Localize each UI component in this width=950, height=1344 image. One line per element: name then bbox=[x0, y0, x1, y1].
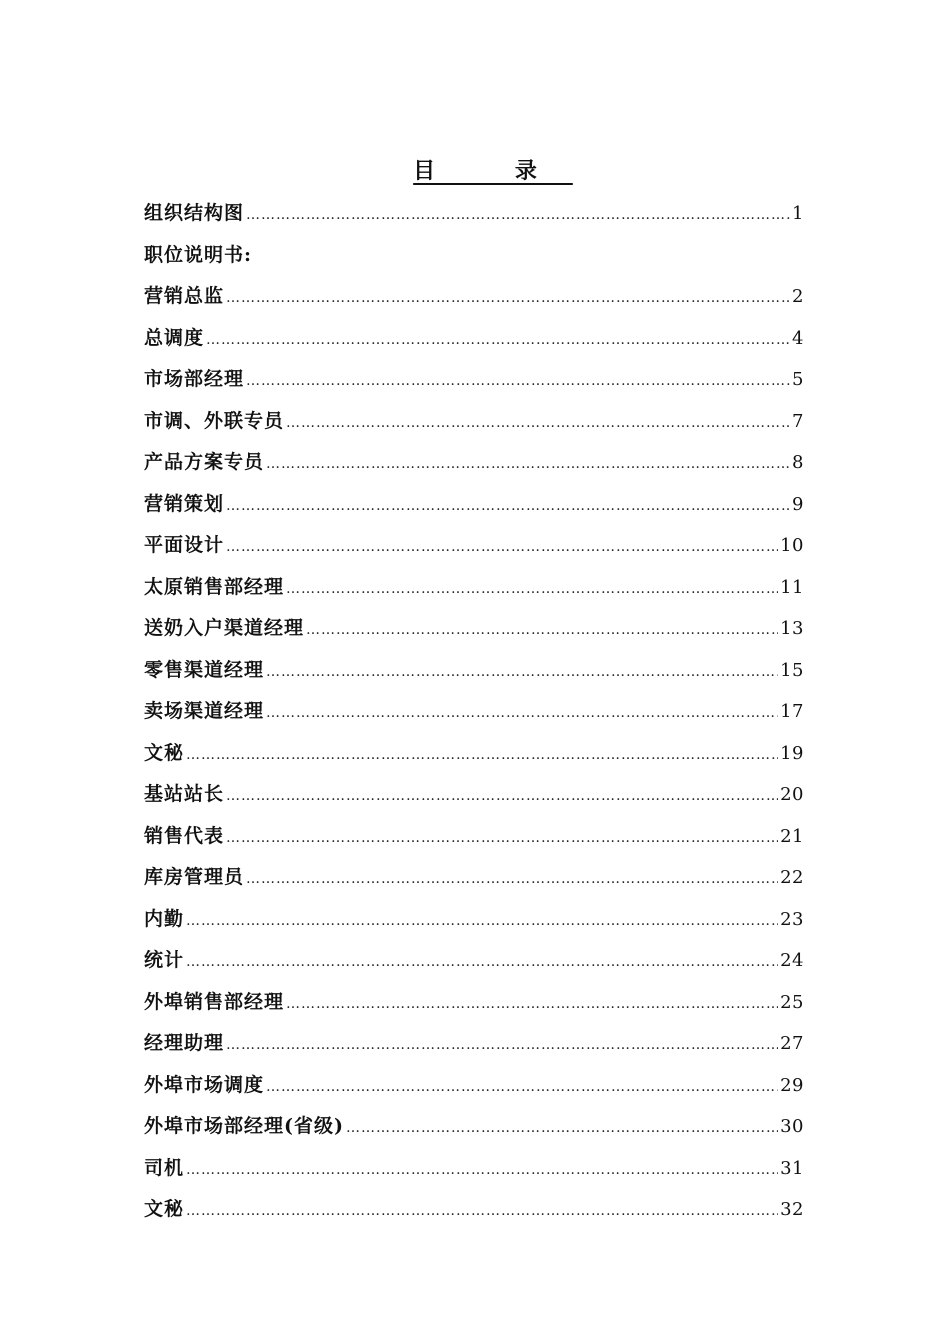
toc-entry-label: 送奶入户渠道经理 bbox=[144, 617, 305, 639]
toc-title: 目 录 bbox=[413, 158, 573, 184]
toc-leader-dots bbox=[226, 818, 778, 860]
toc-leader-dots bbox=[246, 859, 778, 901]
toc-leader-dots bbox=[226, 776, 778, 818]
toc-leader-dots bbox=[286, 984, 778, 1026]
toc-entry-page: 15 bbox=[780, 659, 804, 681]
toc-entry-label: 统计 bbox=[144, 949, 185, 971]
toc-entry-label: 司机 bbox=[144, 1156, 185, 1179]
toc-entry-page: 23 bbox=[780, 908, 804, 930]
toc-entry-label: 平面设计 bbox=[144, 534, 225, 556]
toc-entry-label: 市场部经理 bbox=[144, 368, 245, 390]
toc-entry-label: 产品方案专员 bbox=[144, 451, 265, 473]
toc-entry-page: 31 bbox=[780, 1157, 804, 1179]
toc-entry-page: 20 bbox=[780, 784, 804, 805]
toc-leader-dots bbox=[266, 444, 790, 486]
toc-entry[interactable] bbox=[144, 691, 804, 733]
toc-entry-label: 零售渠道经理 bbox=[144, 658, 265, 681]
toc-entry-page: 29 bbox=[780, 1074, 804, 1096]
toc-entry[interactable] bbox=[144, 857, 804, 899]
toc-entry-label: 营销总监 bbox=[144, 285, 225, 307]
toc-leader-dots bbox=[226, 1025, 778, 1067]
toc-entry-label: 总调度 bbox=[144, 326, 205, 349]
toc-entry-page: 4 bbox=[792, 327, 804, 349]
toc-entry[interactable] bbox=[144, 899, 804, 941]
toc-entry-page: 32 bbox=[780, 1199, 804, 1220]
toc-entry[interactable] bbox=[144, 401, 804, 443]
toc-entry-page: 8 bbox=[792, 452, 804, 473]
toc-entry[interactable] bbox=[144, 650, 804, 692]
toc-entry[interactable] bbox=[144, 1065, 804, 1107]
toc-entry-label: 市调、外联专员 bbox=[144, 409, 285, 432]
toc-entry[interactable] bbox=[144, 276, 804, 318]
toc-leader-dots bbox=[266, 1067, 778, 1109]
toc-leader-dots bbox=[186, 942, 778, 984]
toc-entry[interactable] bbox=[144, 359, 804, 401]
toc-entry-label: 经理助理 bbox=[144, 1032, 225, 1054]
toc-entry[interactable] bbox=[144, 1023, 804, 1065]
toc-entry[interactable] bbox=[144, 1189, 804, 1231]
toc-section-heading bbox=[144, 235, 804, 277]
toc-entry-label: 太原销售部经理 bbox=[144, 575, 285, 598]
toc-entry-page: 24 bbox=[780, 950, 804, 971]
toc-leader-dots bbox=[246, 195, 790, 237]
toc-entry[interactable] bbox=[144, 442, 804, 484]
toc-leader-dots bbox=[186, 901, 778, 943]
toc-entry-page: 5 bbox=[792, 369, 804, 390]
toc-leader-dots bbox=[186, 1191, 778, 1233]
toc-entry-label: 外埠市场调度 bbox=[144, 1073, 265, 1096]
toc-entry[interactable] bbox=[144, 774, 804, 816]
toc-leader-dots bbox=[186, 1150, 778, 1192]
toc-entry-page: 25 bbox=[780, 991, 804, 1013]
toc-entry[interactable] bbox=[144, 982, 804, 1024]
toc-entry-page: 21 bbox=[780, 825, 804, 847]
toc-entry-label: 营销策划 bbox=[144, 492, 225, 515]
toc-entry-label: 内勤 bbox=[144, 907, 185, 930]
toc-leader-dots bbox=[266, 652, 778, 694]
toc-entry[interactable] bbox=[144, 525, 804, 567]
toc-list bbox=[144, 193, 804, 1231]
toc-leader-dots bbox=[346, 1108, 778, 1150]
toc-entry-label: 文秘 bbox=[144, 1198, 185, 1220]
toc-entry[interactable] bbox=[144, 608, 804, 650]
toc-entry-page: 7 bbox=[792, 410, 804, 432]
toc-entry-page: 19 bbox=[780, 742, 804, 764]
toc-leader-dots bbox=[306, 610, 778, 652]
toc-entry-page: 11 bbox=[780, 576, 804, 598]
toc-entry[interactable] bbox=[144, 733, 804, 775]
toc-entry-page: 2 bbox=[792, 286, 804, 307]
toc-leader-dots bbox=[226, 527, 778, 569]
toc-entry[interactable] bbox=[144, 567, 804, 609]
toc-entry-page: 27 bbox=[780, 1033, 804, 1054]
toc-entry-label: 外埠市场部经理(省级) bbox=[144, 1115, 344, 1137]
toc-entry-page: 30 bbox=[780, 1116, 804, 1137]
toc-leader-dots bbox=[226, 486, 790, 528]
toc-entry[interactable] bbox=[144, 816, 804, 858]
toc-leader-dots bbox=[286, 569, 778, 611]
toc-entry-page: 9 bbox=[792, 493, 804, 515]
toc-leader-dots bbox=[266, 693, 778, 735]
toc-entry-page: 22 bbox=[780, 867, 804, 888]
toc-entry-label: 外埠销售部经理 bbox=[144, 990, 285, 1013]
toc-entry-label: 销售代表 bbox=[144, 824, 225, 847]
toc-leader-dots bbox=[286, 403, 790, 445]
toc-entry-label: 组织结构图 bbox=[144, 202, 245, 224]
toc-entry-label: 库房管理员 bbox=[144, 866, 245, 888]
toc-leader-dots bbox=[206, 320, 790, 362]
toc-entry-label: 文秘 bbox=[144, 741, 185, 764]
toc-entry-page: 10 bbox=[780, 535, 804, 556]
toc-entry-page: 13 bbox=[780, 618, 804, 639]
toc-entry[interactable] bbox=[144, 1106, 804, 1148]
toc-entry[interactable] bbox=[144, 484, 804, 526]
toc-entry-page: 17 bbox=[780, 701, 804, 722]
toc-leader-dots bbox=[226, 278, 790, 320]
toc-entry-label: 卖场渠道经理 bbox=[144, 700, 265, 722]
toc-leader-dots bbox=[186, 735, 778, 777]
toc-entry[interactable] bbox=[144, 318, 804, 360]
toc-entry[interactable] bbox=[144, 193, 804, 235]
toc-heading-label: 职位说明书: bbox=[144, 243, 253, 266]
toc-entry-label: 基站站长 bbox=[144, 783, 225, 805]
toc-entry[interactable] bbox=[144, 940, 804, 982]
toc-entry-page: 1 bbox=[792, 203, 804, 224]
toc-entry[interactable] bbox=[144, 1148, 804, 1190]
toc-leader-dots bbox=[246, 361, 790, 403]
